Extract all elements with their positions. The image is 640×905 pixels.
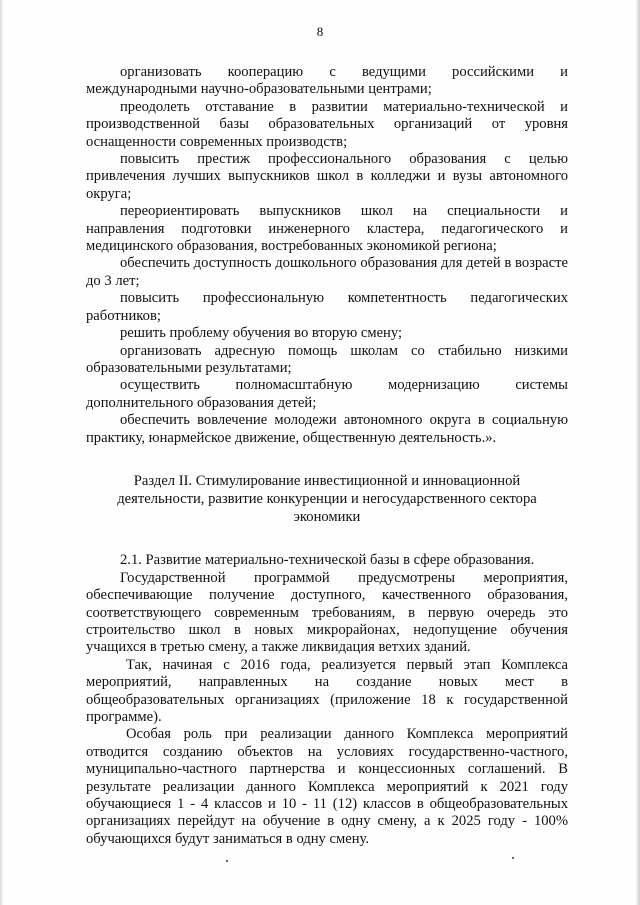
subsection-title: 2.1. Развитие материально-технической базы в сфере образования. [120,552,535,569]
body-paragraph: Государственной программой предусмотрены мероприятия, обеспечивающие получение доступного, качественного образования, соответствующего современным требованиям, в первую очередь это строительство школ в новых микрорайонах, недопущение обучения учащихся в третью смену, а также ликвидация ветхих зданий. [86,569,568,656]
section-heading [86,473,568,526]
list-item: осуществить полномасштабную модернизацию системы дополнительного образования детей; [86,377,568,411]
list-item: решить проблему обучения во вторую смену; [120,325,403,342]
scan-edge-right [636,0,640,905]
scan-speck [512,857,514,859]
body-paragraph: Особая роль при реализации данного Комплекса мероприятий отводится созданию объектов на условиях государственно-частного, муниципально-частного партнерства и концессионных соглашений. В результате реализации данного Комплекса мероприятий к 2021 году обучающиеся 1 - 4 классов и 10 - 11 (12) классов в общеобразовательных организациях перейдут на обучение в одну смену, а к 2025 году - 100% обучающихся будут заниматься в одну смену. [86,726,568,847]
document-body [86,64,568,848]
section-heading-line: Раздел II. Стимулирование инвестиционной и инновационной [133,472,521,489]
list-item: преодолеть отставание в развитии материально-технической и производственной базы образовательных организаций от уровня оснащенности современных производств; [86,98,568,150]
section-heading-line: деятельности, развитие конкуренции и негосударственного сектора [117,490,537,507]
list-item: обеспечить доступность дошкольного образования для детей в возрасте до 3 лет; [86,255,568,289]
list-item: организовать адресную помощь школам со стабильно низкими образовательными результатами; [86,342,568,376]
scan-edge-left [0,0,3,905]
section-heading-line: экономики [293,508,361,525]
list-item: повысить профессиональную компетентность педагогических работников; [86,290,568,324]
list-item: переориентировать выпускников школ на специальности и направления подготовки инженерного кластера, педагогического и медицинского образования, востребованных экономикой региона; [86,203,568,255]
body-paragraph: Так, начиная с 2016 года, реализуется первый этап Комплекса мероприятий, направленных на создание новых мест в общеобразовательных организациях (приложение 18 к государственной программе). [86,656,568,725]
list-item: организовать кооперацию с ведущими российскими и международными научно-образовательными центрами; [86,64,568,98]
scan-speck [226,860,228,862]
page-number: 8 [316,24,324,39]
list-item: повысить престиж профессионального образования с целью привлечения лучших выпускников школ в колледжи и вузы автономного округа; [86,151,568,202]
list-item: обеспечить вовлечение молодежи автономного округа в социальную практику, юнармейское движение, общественную деятельность.». [86,412,568,446]
